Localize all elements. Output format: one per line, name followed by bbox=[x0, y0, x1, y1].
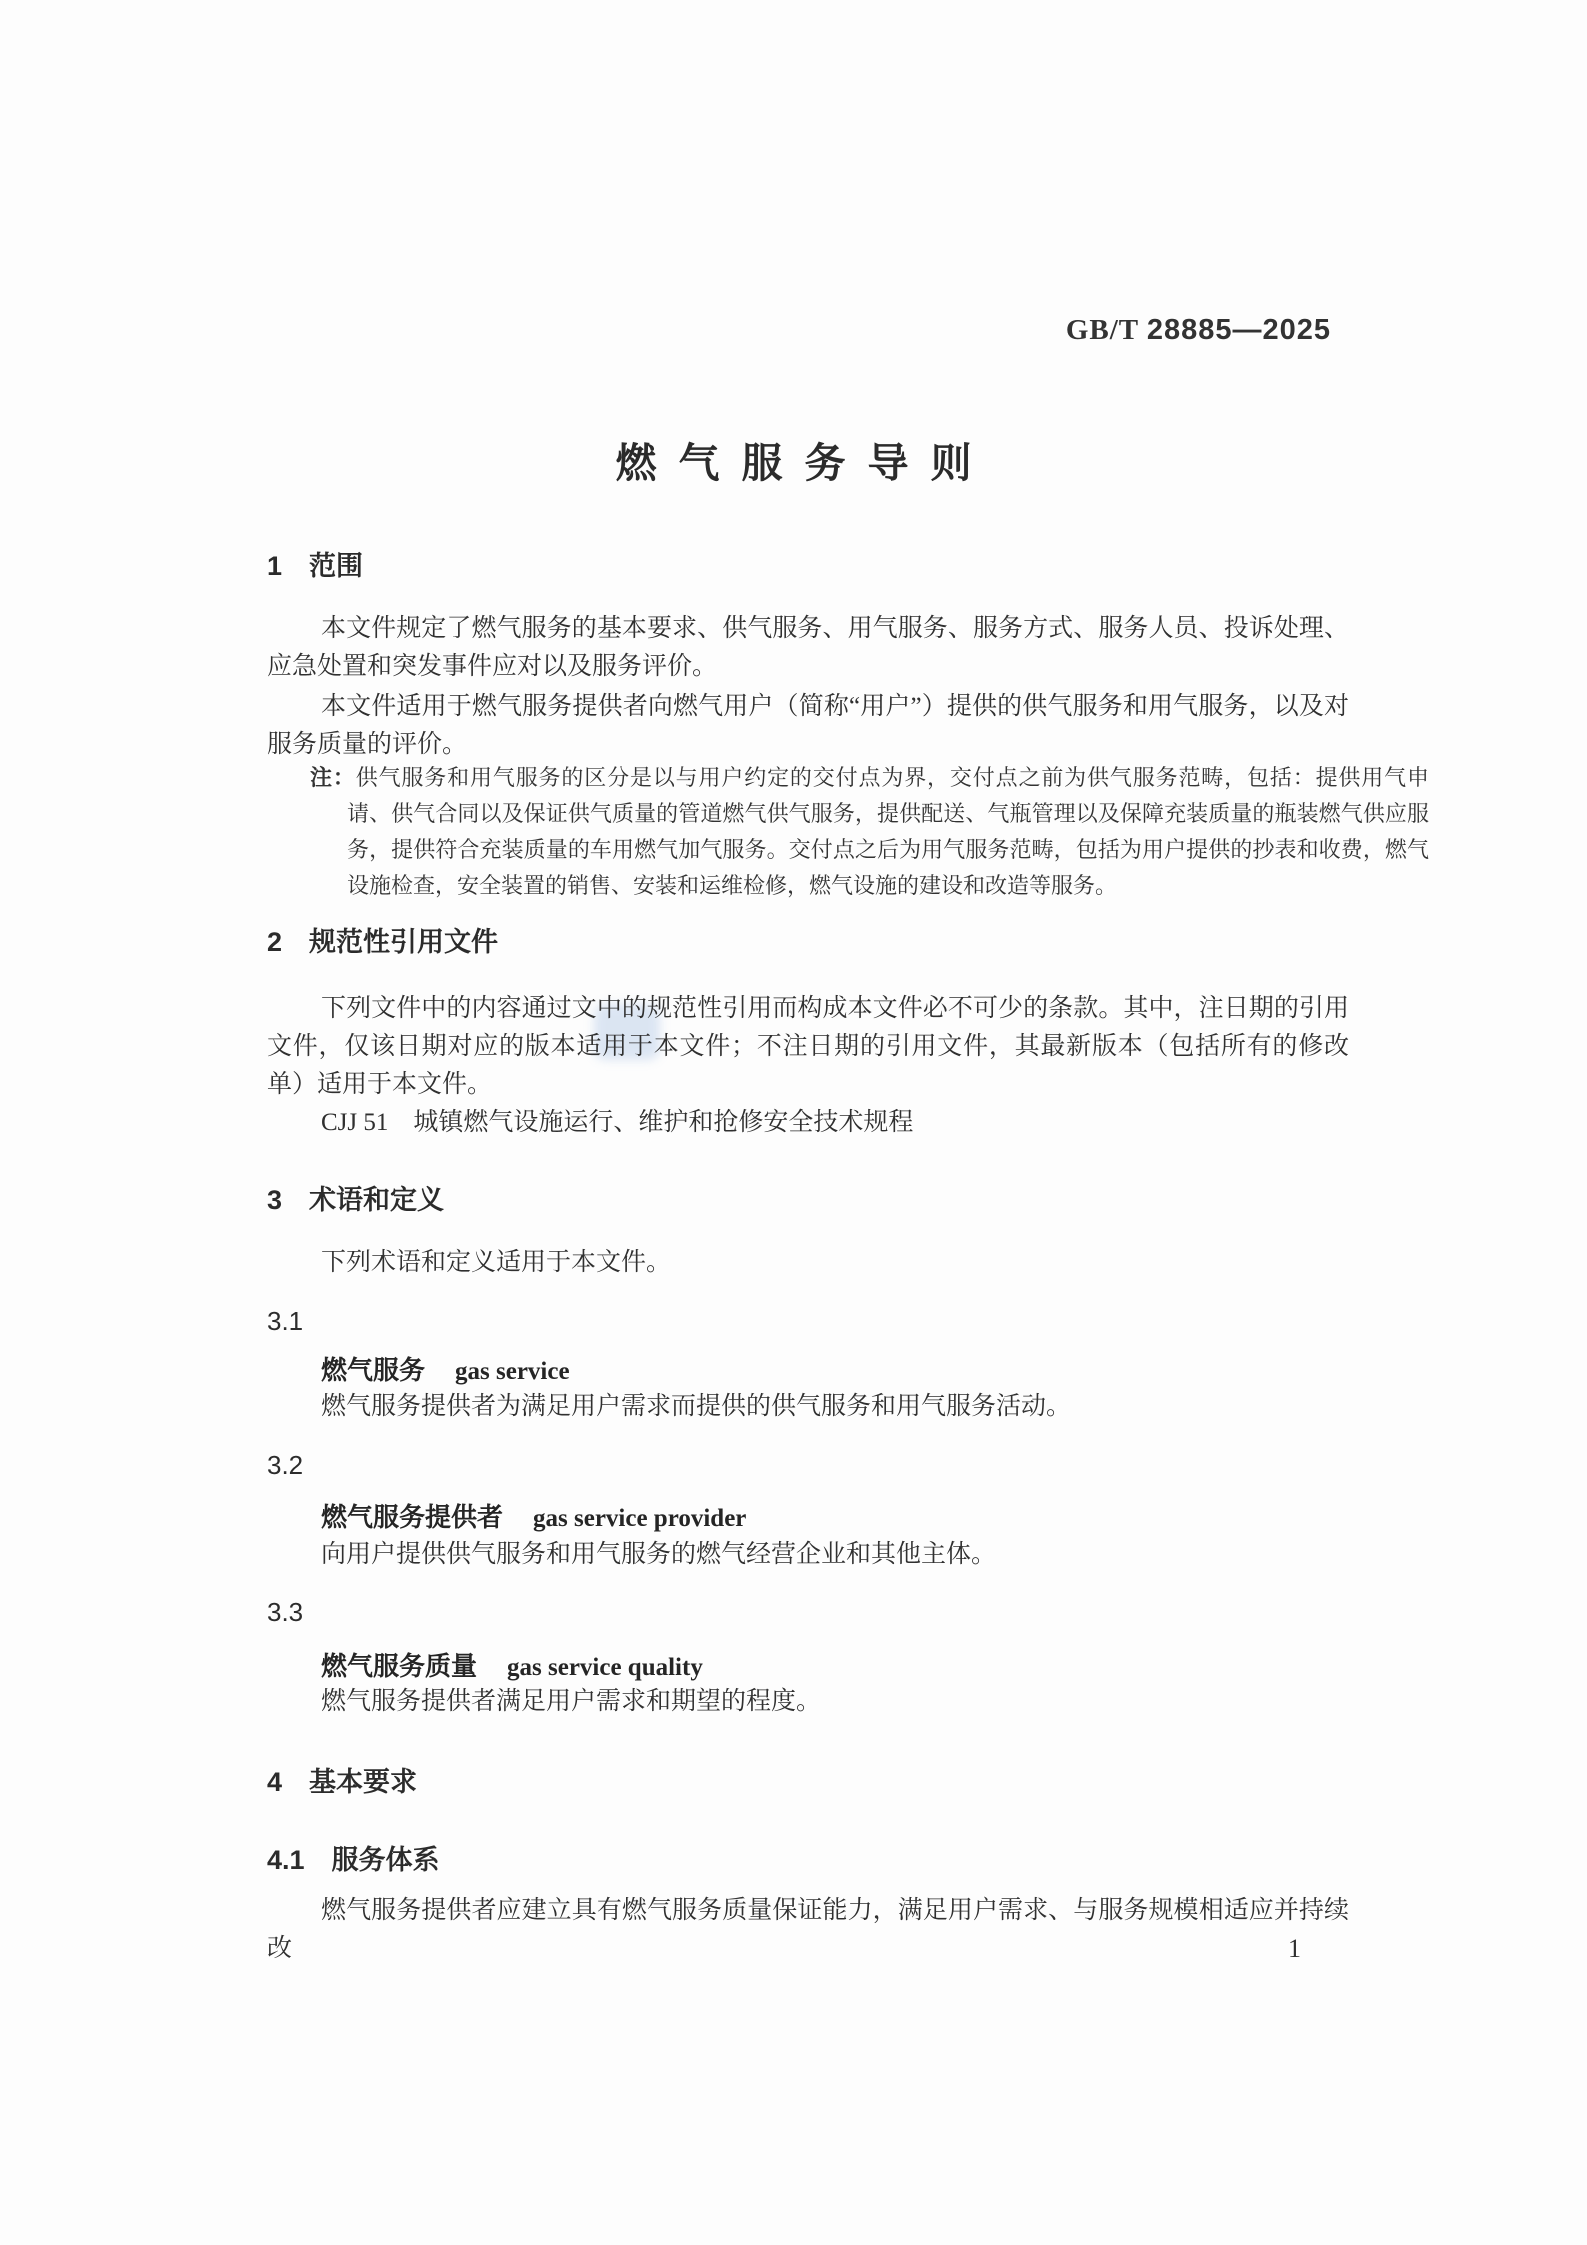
section-3-paragraph-1: 下列术语和定义适用于本文件。 bbox=[321, 1249, 672, 1276]
section-2-heading: 2 规范性引用文件 bbox=[267, 927, 499, 957]
section-1-note bbox=[267, 760, 1429, 904]
term-zh: 燃气服务提供者 bbox=[321, 1502, 504, 1532]
term-zh: 燃气服务 bbox=[321, 1355, 426, 1385]
term-definition: 向用户提供供气服务和用气服务的燃气经营企业和其他主体。 bbox=[321, 1541, 997, 1568]
note-text: 供气服务和用气服务的区分是以与用户约定的交付点为界，交付点之前为供气服务范畴，包括：提供用气申请、供气合同以及保证供气质量的管道燃气供气服务，提供配送、气瓶管理以及保障充装质量的瓶装燃气供应服务，提供符合充装质量的车用燃气加气服务。交付点之后为用气服务范畴，包括为用户提供的抄表和收费，燃气设施检查，安全装置的销售、安装和运维检修，燃气设施的建设和改造等服务。 bbox=[347, 765, 1429, 898]
section-2-paragraph-1: 下列文件中的内容通过文中的规范性引用而构成本文件必不可少的条款。其中，注日期的引用文件，仅该日期对应的版本适用于本文件；不注日期的引用文件，其最新版本（包括所有的修改单）适用于本文件。 bbox=[267, 995, 1349, 1098]
note-label: 注： bbox=[310, 765, 356, 790]
term-definition: 燃气服务提供者满足用户需求和期望的程度。 bbox=[321, 1688, 822, 1715]
section-4-1-paragraph-1: 燃气服务提供者应建立具有燃气服务质量保证能力，满足用户需求、与服务规模相适应并持续改 bbox=[267, 1897, 1349, 1962]
section-1-paragraph-2: 本文件适用于燃气服务提供者向燃气用户（简称“用户”）提供的供气服务和用气服务，以及对服务质量的评价。 bbox=[267, 693, 1349, 758]
term-number: 3.2 bbox=[267, 1450, 304, 1480]
document-title: 燃气服务导则 bbox=[615, 440, 994, 486]
term-definition: 燃气服务提供者为满足用户需求而提供的供气服务和用气服务活动。 bbox=[321, 1393, 1072, 1420]
standard-identifier bbox=[1066, 314, 1331, 347]
term-zh: 燃气服务质量 bbox=[321, 1651, 478, 1681]
term-en: gas service bbox=[455, 1358, 570, 1385]
section-4-heading: 4 基本要求 bbox=[267, 1767, 418, 1797]
section-1-paragraph-1: 本文件规定了燃气服务的基本要求、供气服务、用气服务、服务方式、服务人员、投诉处理、应急处置和突发事件应对以及服务评价。 bbox=[267, 615, 1349, 680]
term-number: 3.1 bbox=[267, 1306, 304, 1336]
standard-number: 28885—2025 bbox=[1146, 314, 1331, 346]
section-3-heading: 3 术语和定义 bbox=[267, 1185, 445, 1215]
term-entry bbox=[267, 1646, 1403, 1683]
section-4-1-heading: 4.1 服务体系 bbox=[267, 1845, 440, 1875]
term-number: 3.3 bbox=[267, 1597, 304, 1627]
term-entry bbox=[267, 1350, 1403, 1387]
term-en: gas service provider bbox=[533, 1505, 747, 1532]
term-en: gas service quality bbox=[507, 1654, 703, 1681]
normative-reference: CJJ 51 城镇燃气设施运行、维护和抢修安全技术规程 bbox=[321, 1109, 914, 1136]
standard-code: GB/T bbox=[1065, 314, 1139, 346]
section-1-heading: 1 范围 bbox=[267, 551, 364, 581]
term-entry bbox=[267, 1497, 1403, 1534]
page-number: 1 bbox=[1288, 1934, 1301, 1963]
